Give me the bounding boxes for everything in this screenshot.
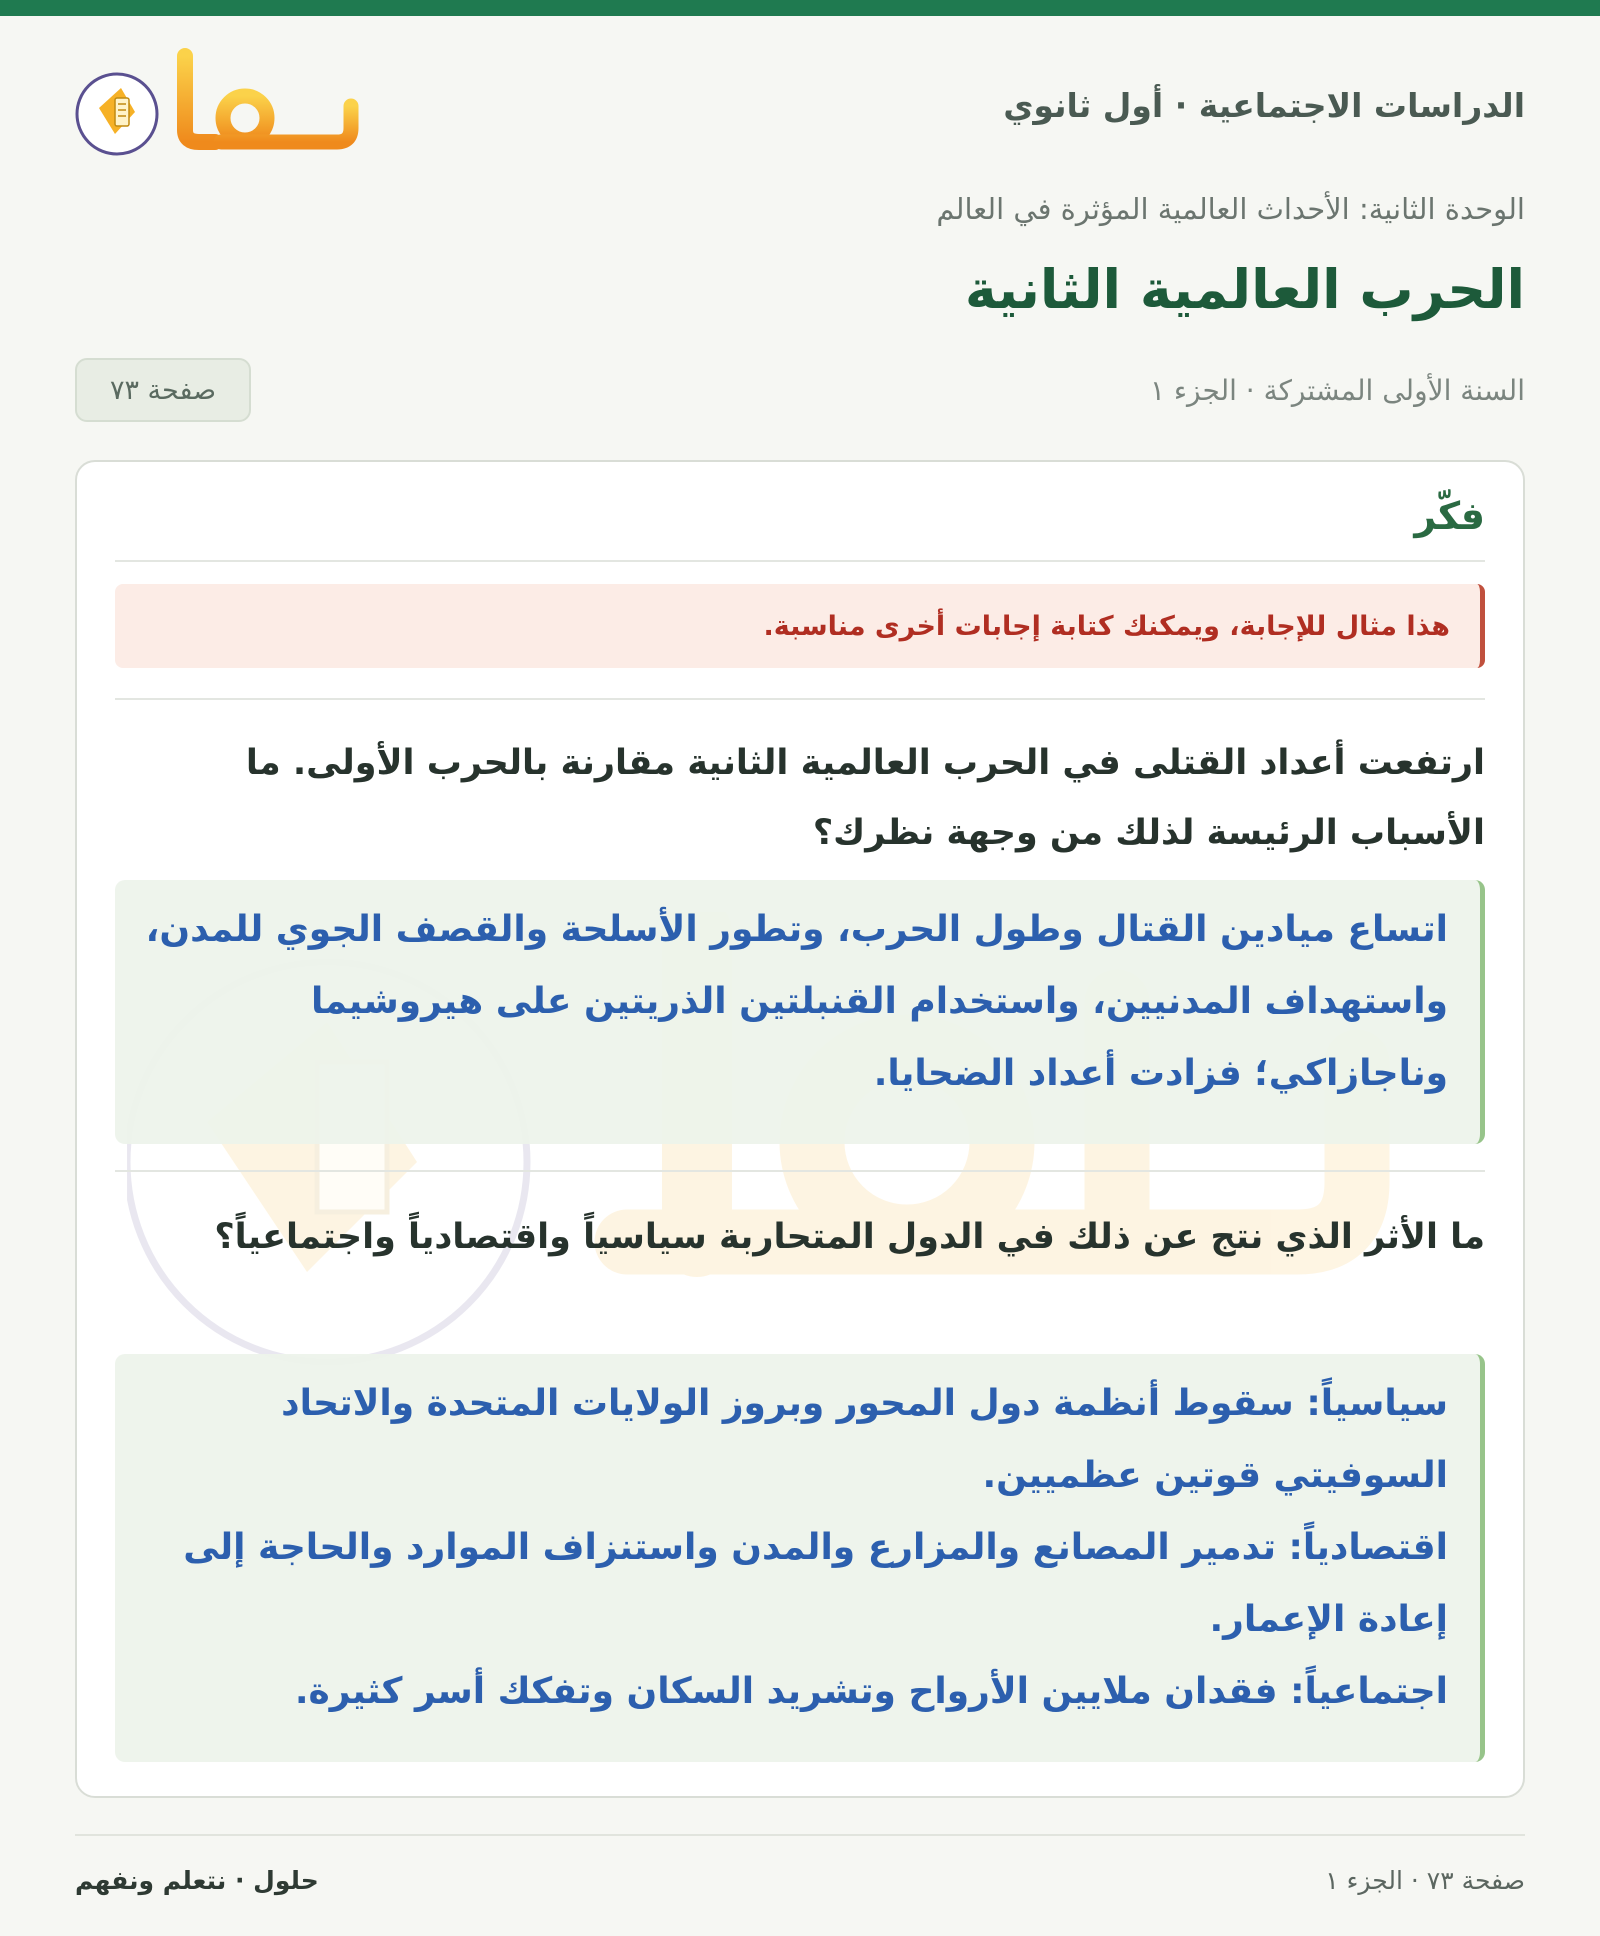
answer-1-text: اتساع ميادين القتال وطول الحرب، وتطور الأسلحة والقصف الجوي للمدن، واستهداف المدنيين، واستخدام القنبلتين الذريتين على هيروشيما وناجازاكي؛ فزادت أعداد الضحايا.	[145, 909, 1448, 1094]
footer-page-info: صفحة ٧٣ · الجزء ١	[1325, 1866, 1525, 1895]
question-1: ارتفعت أعداد القتلى في الحرب العالمية الثانية مقارنة بالحرب الأولى. ما الأسباب الرئيسة لذلك من وجهة نظرك؟	[245, 743, 1485, 853]
lesson-title: الحرب العالمية الثانية	[964, 258, 1525, 321]
example-answer-notice	[115, 584, 1485, 668]
think-card	[75, 460, 1525, 1798]
top-accent-bar	[0, 0, 1600, 16]
answer-2-social: اجتماعياً: فقدان ملايين الأرواح وتشريد السكان وتفكك أسر كثيرة.	[294, 1671, 1448, 1712]
answer-2-political: سياسياً: سقوط أنظمة دول المحور وبروز الولايات المتحدة والاتحاد السوفيتي قوتين عظميين.	[281, 1383, 1448, 1496]
heading-divider	[115, 560, 1485, 562]
answer-2-economic: اقتصادياً: تدمير المصانع والمزارع والمدن واستنزاف الموارد والحاجة إلى إعادة الإعمار.	[183, 1527, 1448, 1640]
footer-divider	[75, 1834, 1525, 1836]
unit-title: الوحدة الثانية: الأحداث العالمية المؤثرة في العالم	[936, 192, 1525, 226]
answer-1-box	[115, 880, 1485, 1144]
section-divider	[115, 698, 1485, 700]
card-heading: فكّر	[1414, 494, 1485, 538]
book-meta: السنة الأولى المشتركة · الجزء ١	[1149, 374, 1525, 407]
notice-text: هذا مثال للإجابة، ويمكنك كتابة إجابات أخرى مناسبة.	[763, 610, 1450, 642]
hulul-logo	[75, 46, 375, 172]
answer-2-box	[115, 1354, 1485, 1762]
section-divider	[115, 1170, 1485, 1172]
subject-title: الدراسات الاجتماعية · أول ثانوي	[1003, 86, 1525, 125]
question-2: ما الأثر الذي نتج عن ذلك في الدول المتحاربة سياسياً واقتصادياً واجتماعياً؟	[214, 1217, 1485, 1257]
page-number-badge: صفحة ٧٣	[75, 358, 251, 422]
page-header	[75, 46, 1525, 166]
footer-brand: حلول · نتعلم ونفهم	[75, 1866, 319, 1895]
